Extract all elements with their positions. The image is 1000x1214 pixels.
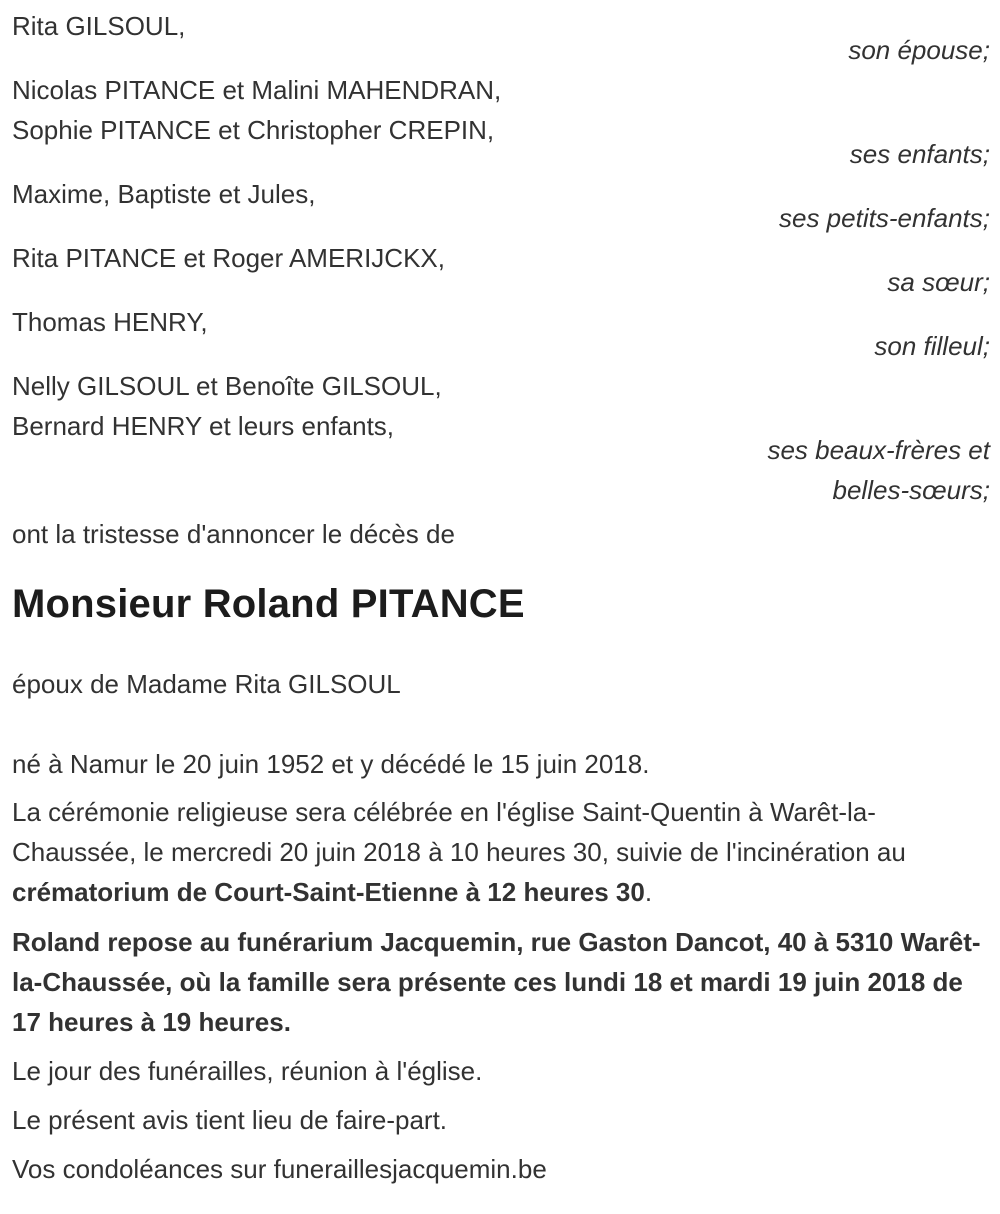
- repose-paragraph: Roland repose au funérarium Jacquemin, rue Gaston Dancot, 40 à 5310 Warêt-la-Chaussée, où la famille sera présente ces lundi 18 et mardi 19 juin 2018 de 17 heures à 19 heures.: [12, 927, 981, 1037]
- family-section: [12, 6, 990, 510]
- condolences-line: [12, 1149, 990, 1189]
- family-relation-line: ses enfants;: [849, 139, 990, 169]
- family-block: [12, 6, 990, 70]
- family-block: [12, 302, 990, 366]
- family-block: [12, 70, 990, 174]
- family-block: [12, 174, 990, 238]
- family-relation-line: son filleul;: [874, 331, 990, 361]
- family-name-line: Nicolas PITANCE et Malini MAHENDRAN,: [12, 75, 502, 105]
- funeral-day-line: Le jour des funérailles, réunion à l'église.: [12, 1056, 483, 1086]
- notice-line: Le présent avis tient lieu de faire-part.: [12, 1105, 448, 1135]
- spouse-line: époux de Madame Rita GILSOUL: [12, 669, 401, 699]
- ceremony-paragraph: [12, 792, 990, 912]
- family-name-line: Rita GILSOUL,: [12, 11, 186, 41]
- condolences-text: Vos condoléances sur: [12, 1154, 274, 1184]
- family-block: [12, 238, 990, 302]
- condolences-website: funeraillesjacquemin.be: [273, 1154, 547, 1184]
- announcement-line: ont la tristesse d'annoncer le décès de: [12, 519, 455, 549]
- family-relation-line: ses beaux-frères et: [767, 435, 990, 465]
- deceased-name-heading: Monsieur Roland PITANCE: [12, 582, 525, 626]
- family-name-line: Maxime, Baptiste et Jules,: [12, 179, 316, 209]
- birth-death-line: né à Namur le 20 juin 1952 et y décédé le 15 juin 2018.: [12, 749, 650, 779]
- family-name-line: Sophie PITANCE et Christopher CREPIN,: [12, 115, 495, 145]
- ceremony-text-before: La cérémonie religieuse sera célébrée en l'église Saint-Quentin à Warêt-la-Chaussée, le mercredi 20 juin 2018 à 10 heures 30, suivie de l'incinération au: [12, 797, 906, 867]
- family-name-line: Thomas HENRY,: [12, 307, 208, 337]
- family-relation-line: son épouse;: [848, 35, 990, 65]
- family-relation-line: sa sœur;: [887, 267, 990, 297]
- family-name-line: Bernard HENRY et leurs enfants,: [12, 411, 395, 441]
- family-relation-line: belles-sœurs;: [832, 475, 990, 505]
- family-relation-line: ses petits-enfants;: [779, 203, 990, 233]
- family-name-line: Nelly GILSOUL et Benoîte GILSOUL,: [12, 371, 442, 401]
- ceremony-bold-text: crématorium de Court-Saint-Etienne à 12 heures 30: [12, 877, 645, 907]
- ceremony-text-after: .: [644, 877, 653, 907]
- family-block: [12, 366, 990, 510]
- family-name-line: Rita PITANCE et Roger AMERIJCKX,: [12, 243, 445, 273]
